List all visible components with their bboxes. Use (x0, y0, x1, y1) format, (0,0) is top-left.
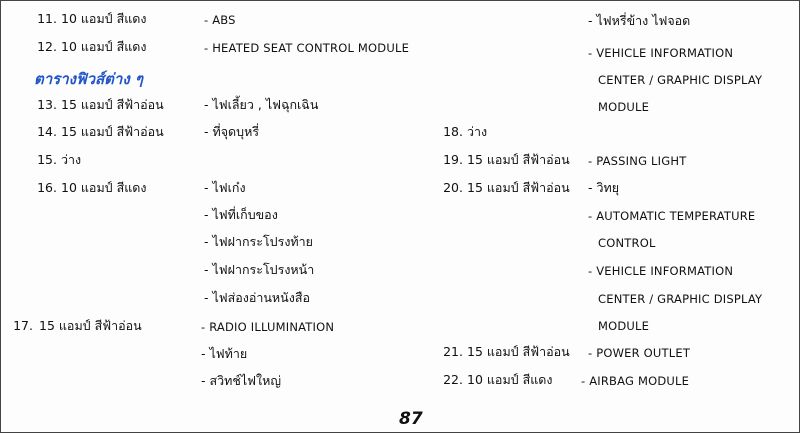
fuse-22-item: - AIRBAG MODULE (581, 374, 690, 388)
continued-item: MODULE (598, 100, 650, 114)
fuse-17-number: 17. (13, 318, 33, 333)
fuse-21-number: 21. (443, 344, 463, 359)
fuse-13-spec: 15 แอมป์ สีฟ้าอ่อน (61, 97, 164, 112)
fuse-15-number: 15. (37, 152, 57, 167)
fuse-11-item: - ABS (204, 13, 236, 27)
fuse-16-item: - ไฟส่องอ่านหนังสือ (204, 290, 310, 305)
fuse-19-number: 19. (443, 152, 463, 167)
fuse-18-number: 18. (443, 124, 463, 139)
fuse-11-number: 11. (37, 11, 57, 26)
fuse-22-spec: 10 แอมป์ สีแดง (467, 372, 553, 387)
fuse-21-item: - POWER OUTLET (588, 346, 691, 360)
fuse-16-item: - ไฟที่เก็บของ (204, 207, 278, 222)
fuse-12-item: - HEATED SEAT CONTROL MODULE (204, 41, 410, 55)
fuse-13-item: - ไฟเลี้ยว , ไฟฉุกเฉิน (204, 97, 319, 112)
fuse-17-item: - ไฟท้าย (201, 346, 248, 361)
fuse-14-spec: 15 แอมป์ สีฟ้าอ่อน (61, 124, 164, 139)
fuse-17-spec: 15 แอมป์ สีฟ้าอ่อน (39, 318, 142, 333)
fuse-20-item: MODULE (598, 319, 650, 333)
fuse-21-spec: 15 แอมป์ สีฟ้าอ่อน (467, 344, 570, 359)
fuse-17-item: - RADIO ILLUMINATION (201, 320, 335, 334)
fuse-22-number: 22. (443, 372, 463, 387)
section-heading: ตารางฟิวส์ต่าง ๆ (34, 70, 143, 88)
fuse-16-spec: 10 แอมป์ สีแดง (61, 180, 147, 195)
fuse-17-item: - สวิทช์ไฟใหญ่ (201, 373, 281, 388)
fuse-16-number: 16. (37, 180, 57, 195)
fuse-20-item: - VEHICLE INFORMATION (588, 264, 734, 278)
fuse-13-number: 13. (37, 97, 57, 112)
fuse-15-spec: ว่าง (61, 152, 82, 167)
fuse-14-item: - ที่จุดบุหรี่ (204, 124, 260, 139)
continued-item: - ไฟหรี่ข้าง ไฟจอด (588, 13, 691, 28)
fuse-14-number: 14. (37, 124, 57, 139)
fuse-12-spec: 10 แอมป์ สีแดง (61, 39, 147, 54)
fuse-16-item: - ไฟฝากระโปรงหน้า (204, 262, 315, 277)
fuse-19-spec: 15 แอมป์ สีฟ้าอ่อน (467, 152, 570, 167)
fuse-18-spec: ว่าง (467, 124, 488, 139)
fuse-20-item: - วิทยุ (588, 180, 620, 195)
fuse-20-item: - AUTOMATIC TEMPERATURE (588, 209, 756, 223)
continued-item: CENTER / GRAPHIC DISPLAY (598, 73, 763, 87)
fuse-19-item: - PASSING LIGHT (588, 154, 687, 168)
fuse-16-item: - ไฟเก๋ง (204, 180, 246, 195)
continued-item: - VEHICLE INFORMATION (588, 46, 734, 60)
fuse-20-number: 20. (443, 180, 463, 195)
fuse-20-item: CONTROL (598, 236, 656, 250)
fuse-20-spec: 15 แอมป์ สีฟ้าอ่อน (467, 180, 570, 195)
fuse-20-item: CENTER / GRAPHIC DISPLAY (598, 292, 763, 306)
fuse-12-number: 12. (37, 39, 57, 54)
fuse-11-spec: 10 แอมป์ สีแดง (61, 11, 147, 26)
fuse-16-item: - ไฟฝากระโปรงท้าย (204, 234, 314, 249)
page-number: 87 (399, 409, 423, 429)
